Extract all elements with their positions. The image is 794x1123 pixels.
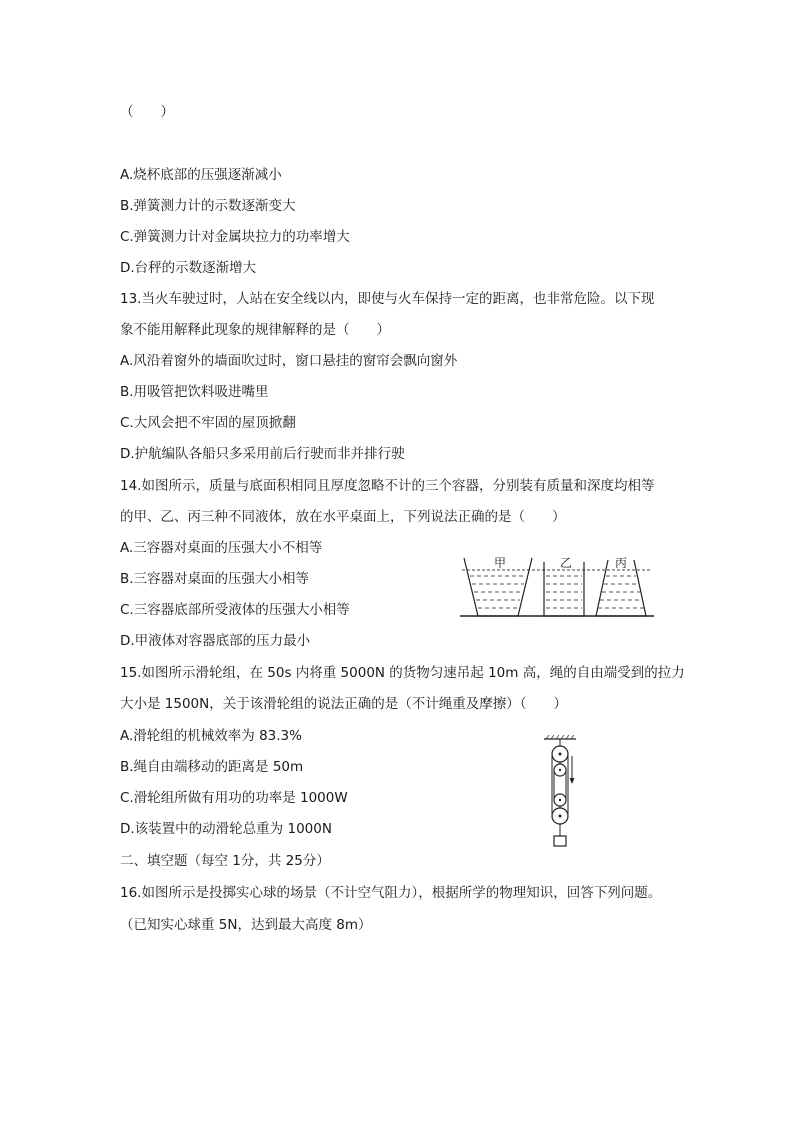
pull-arrow xyxy=(570,778,575,784)
q16-stem-line2: （已知实心球重 5N，达到最大高度 8m） xyxy=(120,917,372,933)
q14-option-b: B.三容器对桌面的压强大小相等 xyxy=(120,571,310,587)
pulley-figure xyxy=(540,734,580,848)
q14-stem-line2: 的甲、乙、丙三种不同液体，放在水平桌面上，下列说法正确的是（ ） xyxy=(120,509,566,525)
answer-bracket: （ ） xyxy=(120,104,174,120)
q13-option-d: D.护航编队各船只多采用前后行驶而非并排行驶 xyxy=(120,446,405,462)
q15-stem-line1: 15.如图所示滑轮组，在 50s 内将重 5000N 的货物匀速吊起 10m 高，绳的自由端受到的拉力 xyxy=(120,665,685,681)
label-bing: 丙 xyxy=(615,556,628,570)
prev-option-b: B.弹簧测力计的示数逐渐变大 xyxy=(120,198,296,214)
q14-option-d: D.甲液体对容器底部的压力最小 xyxy=(120,633,311,649)
q13-option-b: B.用吸管把饮料吸进嘴里 xyxy=(120,384,269,400)
q15-option-c: C.滑轮组所做有用功的功率是 1000W xyxy=(120,790,348,806)
section-heading: 二、填空题（每空 1分，共 25分） xyxy=(120,853,330,869)
q15-option-d: D.该装置中的动滑轮总重为 1000N xyxy=(120,821,332,837)
load-block xyxy=(554,836,566,846)
label-yi: 乙 xyxy=(560,556,573,570)
q14-option-c: C.三容器底部所受液体的压强大小相等 xyxy=(120,602,350,618)
containers-figure xyxy=(460,554,656,622)
prev-option-a: A.烧杯底部的压强逐渐减小 xyxy=(120,167,282,183)
q15-option-b: B.绳自由端移动的距离是 50m xyxy=(120,759,304,775)
q16-stem-line1: 16.如图所示是投掷实心球的场景（不计空气阻力），根据所学的物理知识，回答下列问题。 xyxy=(120,885,662,901)
q13-stem-line1: 13.当火车驶过时，人站在安全线以内，即使与火车保持一定的距离，也非常危险。以下现 xyxy=(120,291,655,307)
prev-option-c: C.弹簧测力计对金属块拉力的功率增大 xyxy=(120,229,350,245)
q15-option-a: A.滑轮组的机械效率为 83.3% xyxy=(120,728,302,744)
q13-option-a: A.风沿着窗外的墙面吹过时，窗口悬挂的窗帘会飘向窗外 xyxy=(120,353,458,369)
q14-option-a: A.三容器对桌面的压强大小不相等 xyxy=(120,540,323,556)
label-jia: 甲 xyxy=(494,556,507,570)
q13-stem-line2: 象不能用解释此现象的规律解释的是（ ） xyxy=(120,322,390,338)
q13-option-c: C.大风会把不牢固的屋顶掀翻 xyxy=(120,415,296,431)
q15-stem-line2: 大小是 1500N，关于该滑轮组的说法正确的是（不计绳重及摩擦）（ ） xyxy=(120,696,567,712)
q14-stem-line1: 14.如图所示，质量与底面积相同且厚度忽略不计的三个容器，分别装有质量和深度均相等 xyxy=(120,478,655,494)
prev-option-d: D.台秤的示数逐渐增大 xyxy=(120,260,257,276)
